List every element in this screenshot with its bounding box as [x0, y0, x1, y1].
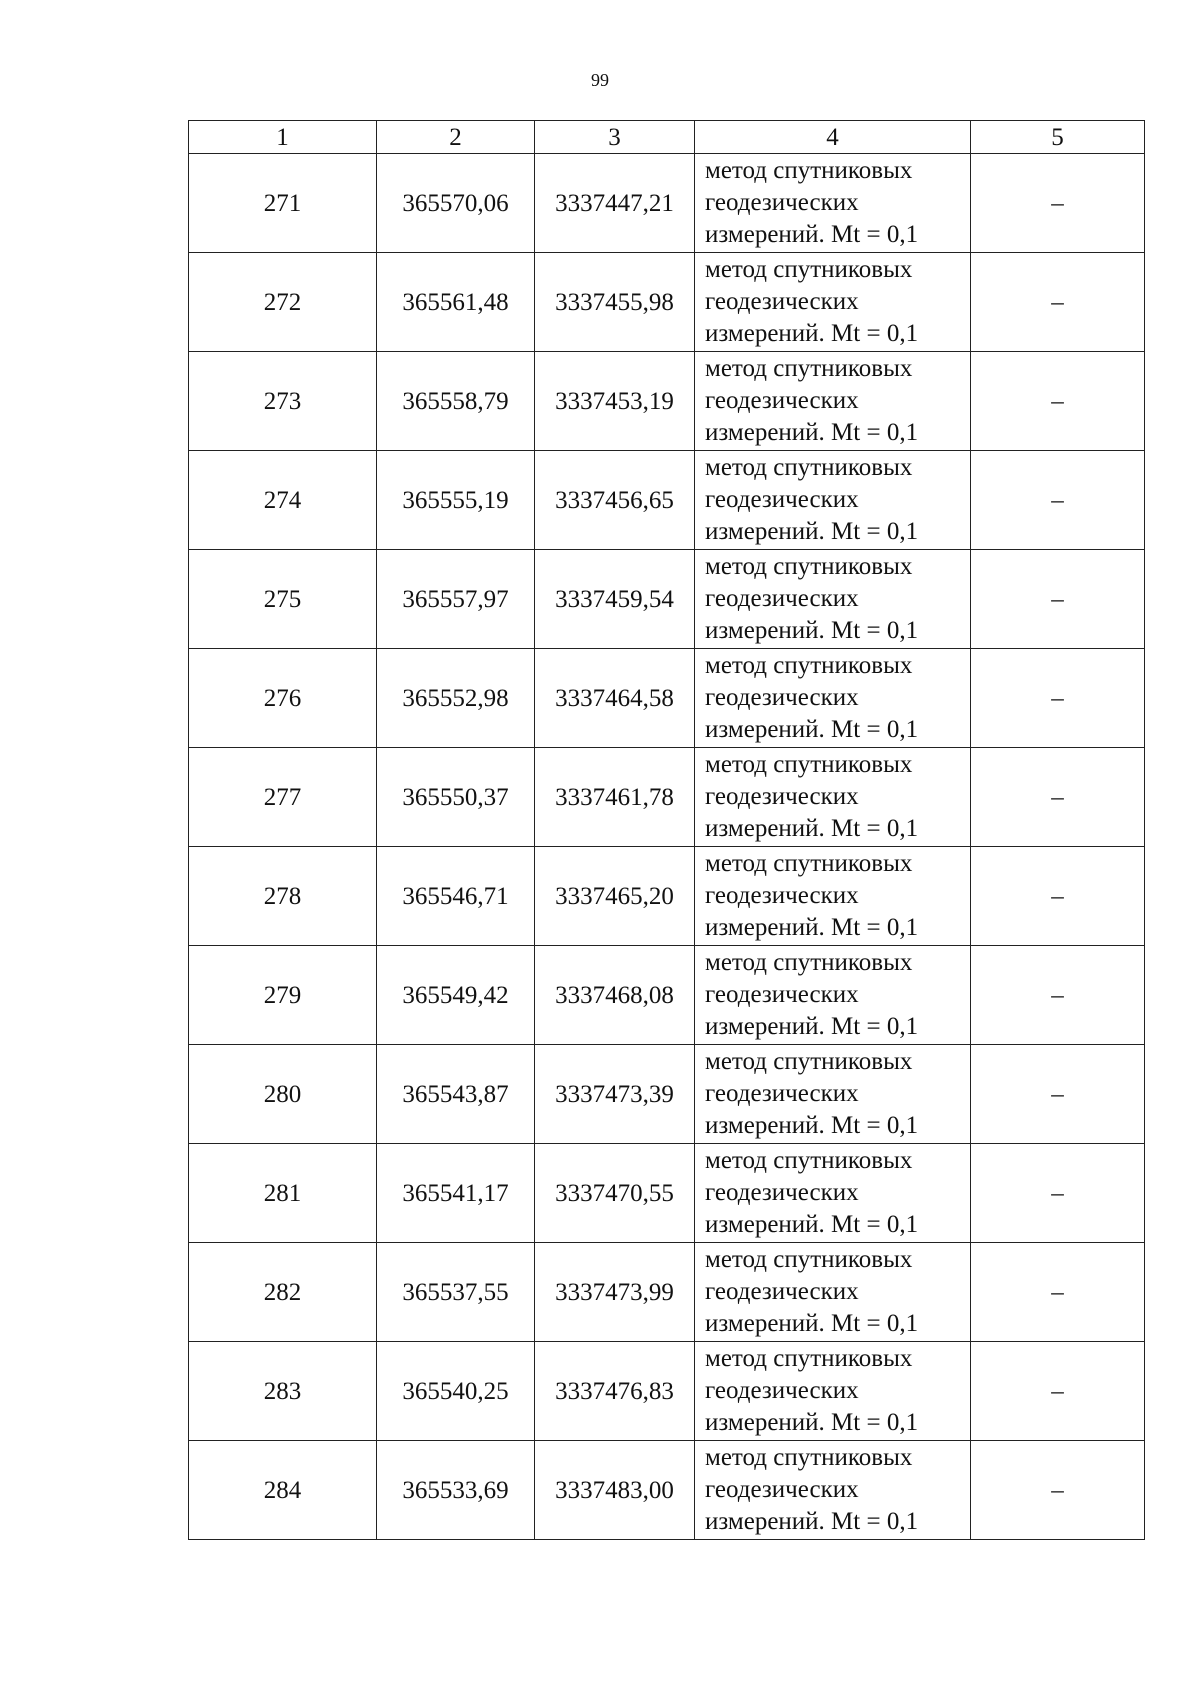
note-cell: –	[971, 1045, 1145, 1144]
y-coordinate-cell: 3337456,65	[535, 451, 695, 550]
method-text-line: измерений. Mt = 0,1	[705, 1409, 919, 1436]
method-text-line: измерений. Mt = 0,1	[705, 1211, 919, 1238]
method-text-line: метод спутниковых	[705, 652, 913, 679]
note-cell: –	[971, 748, 1145, 847]
method-text-line: геодезических	[705, 189, 859, 216]
method-text-line: метод спутниковых	[705, 1147, 913, 1174]
x-coordinate-cell: 365570,06	[377, 154, 535, 253]
method-text-line: измерений. Mt = 0,1	[705, 221, 919, 248]
method-text-line: измерений. Mt = 0,1	[705, 518, 919, 545]
y-coordinate-cell: 3337464,58	[535, 649, 695, 748]
page-number: 99	[591, 70, 609, 90]
x-coordinate-cell: 365541,17	[377, 1144, 535, 1243]
method-text-line: измерений. Mt = 0,1	[705, 1508, 919, 1535]
table-body	[189, 154, 1145, 1540]
y-coordinate-cell: 3337465,20	[535, 847, 695, 946]
method-text-line: измерений. Mt = 0,1	[705, 914, 919, 941]
note-cell: –	[971, 253, 1145, 352]
note-cell: –	[971, 847, 1145, 946]
table-row	[189, 649, 1145, 748]
point-number-cell: 272	[189, 253, 377, 352]
x-coordinate-cell: 365552,98	[377, 649, 535, 748]
y-coordinate-cell: 3337447,21	[535, 154, 695, 253]
point-number-cell: 279	[189, 946, 377, 1045]
method-text-line: геодезических	[705, 486, 859, 513]
method-text-line: геодезических	[705, 981, 859, 1008]
x-coordinate-cell: 365533,69	[377, 1441, 535, 1540]
method-cell	[695, 1342, 971, 1441]
method-cell	[695, 748, 971, 847]
note-cell: –	[971, 1144, 1145, 1243]
header-col-5: 5	[971, 121, 1145, 154]
method-text-line: геодезических	[705, 1476, 859, 1503]
point-number-cell: 282	[189, 1243, 377, 1342]
method-text-line: метод спутниковых	[705, 355, 913, 382]
note-cell: –	[971, 154, 1145, 253]
header-col-2: 2	[377, 121, 535, 154]
table-row	[189, 847, 1145, 946]
method-text-line: измерений. Mt = 0,1	[705, 815, 919, 842]
header-col-1: 1	[189, 121, 377, 154]
y-coordinate-cell: 3337473,99	[535, 1243, 695, 1342]
table-row	[189, 550, 1145, 649]
method-cell	[695, 451, 971, 550]
y-coordinate-cell: 3337455,98	[535, 253, 695, 352]
y-coordinate-cell: 3337483,00	[535, 1441, 695, 1540]
point-number-cell: 277	[189, 748, 377, 847]
method-text-line: метод спутниковых	[705, 1048, 913, 1075]
method-text-line: метод спутниковых	[705, 1246, 913, 1273]
method-text-line: геодезических	[705, 882, 859, 909]
point-number-cell: 273	[189, 352, 377, 451]
table-row	[189, 1045, 1145, 1144]
table-row	[189, 1243, 1145, 1342]
method-cell	[695, 1144, 971, 1243]
point-number-cell: 284	[189, 1441, 377, 1540]
x-coordinate-cell: 365549,42	[377, 946, 535, 1045]
method-text-line: геодезических	[705, 387, 859, 414]
method-text-line: геодезических	[705, 1278, 859, 1305]
note-cell: –	[971, 451, 1145, 550]
table-row	[189, 748, 1145, 847]
method-text-line: измерений. Mt = 0,1	[705, 1013, 919, 1040]
x-coordinate-cell: 365558,79	[377, 352, 535, 451]
point-number-cell: 275	[189, 550, 377, 649]
method-text-line: метод спутниковых	[705, 1345, 913, 1372]
point-number-cell: 281	[189, 1144, 377, 1243]
point-number-cell: 280	[189, 1045, 377, 1144]
point-number-cell: 276	[189, 649, 377, 748]
method-cell	[695, 154, 971, 253]
point-number-cell: 274	[189, 451, 377, 550]
method-text-line: геодезических	[705, 585, 859, 612]
method-text-line: измерений. Mt = 0,1	[705, 320, 919, 347]
table-row	[189, 352, 1145, 451]
method-text-line: измерений. Mt = 0,1	[705, 716, 919, 743]
method-text-line: геодезических	[705, 288, 859, 315]
method-text-line: метод спутниковых	[705, 157, 913, 184]
coordinates-table	[188, 120, 1145, 1540]
method-cell	[695, 946, 971, 1045]
method-text-line: метод спутниковых	[705, 454, 913, 481]
note-cell: –	[971, 1441, 1145, 1540]
table-row	[189, 1144, 1145, 1243]
x-coordinate-cell: 365543,87	[377, 1045, 535, 1144]
note-cell: –	[971, 352, 1145, 451]
y-coordinate-cell: 3337476,83	[535, 1342, 695, 1441]
x-coordinate-cell: 365537,55	[377, 1243, 535, 1342]
method-cell	[695, 550, 971, 649]
table-row	[189, 253, 1145, 352]
point-number-cell: 271	[189, 154, 377, 253]
note-cell: –	[971, 1342, 1145, 1441]
header-row	[189, 121, 1145, 154]
method-cell	[695, 253, 971, 352]
x-coordinate-cell: 365546,71	[377, 847, 535, 946]
y-coordinate-cell: 3337470,55	[535, 1144, 695, 1243]
y-coordinate-cell: 3337453,19	[535, 352, 695, 451]
method-text-line: геодезических	[705, 684, 859, 711]
x-coordinate-cell: 365555,19	[377, 451, 535, 550]
point-number-cell: 283	[189, 1342, 377, 1441]
table-row	[189, 946, 1145, 1045]
method-cell	[695, 1441, 971, 1540]
method-cell	[695, 1243, 971, 1342]
method-text-line: измерений. Mt = 0,1	[705, 419, 919, 446]
method-text-line: измерений. Mt = 0,1	[705, 617, 919, 644]
y-coordinate-cell: 3337459,54	[535, 550, 695, 649]
table-row	[189, 1342, 1145, 1441]
method-cell	[695, 649, 971, 748]
note-cell: –	[971, 1243, 1145, 1342]
table-row	[189, 1441, 1145, 1540]
method-text-line: геодезических	[705, 1179, 859, 1206]
method-text-line: геодезических	[705, 783, 859, 810]
method-text-line: метод спутниковых	[705, 1444, 913, 1471]
x-coordinate-cell: 365561,48	[377, 253, 535, 352]
table-row	[189, 451, 1145, 550]
header-col-4: 4	[695, 121, 971, 154]
method-text-line: измерений. Mt = 0,1	[705, 1112, 919, 1139]
point-number-cell: 278	[189, 847, 377, 946]
method-text-line: геодезических	[705, 1080, 859, 1107]
method-text-line: метод спутниковых	[705, 751, 913, 778]
method-cell	[695, 1045, 971, 1144]
x-coordinate-cell: 365557,97	[377, 550, 535, 649]
x-coordinate-cell: 365540,25	[377, 1342, 535, 1441]
table-row	[189, 154, 1145, 253]
method-text-line: метод спутниковых	[705, 850, 913, 877]
method-text-line: метод спутниковых	[705, 553, 913, 580]
method-cell	[695, 352, 971, 451]
table-header	[189, 121, 1145, 154]
header-col-3: 3	[535, 121, 695, 154]
x-coordinate-cell: 365550,37	[377, 748, 535, 847]
note-cell: –	[971, 649, 1145, 748]
y-coordinate-cell: 3337473,39	[535, 1045, 695, 1144]
method-text-line: измерений. Mt = 0,1	[705, 1310, 919, 1337]
y-coordinate-cell: 3337468,08	[535, 946, 695, 1045]
method-text-line: метод спутниковых	[705, 256, 913, 283]
method-text-line: метод спутниковых	[705, 949, 913, 976]
method-text-line: геодезических	[705, 1377, 859, 1404]
note-cell: –	[971, 550, 1145, 649]
method-cell	[695, 847, 971, 946]
y-coordinate-cell: 3337461,78	[535, 748, 695, 847]
note-cell: –	[971, 946, 1145, 1045]
